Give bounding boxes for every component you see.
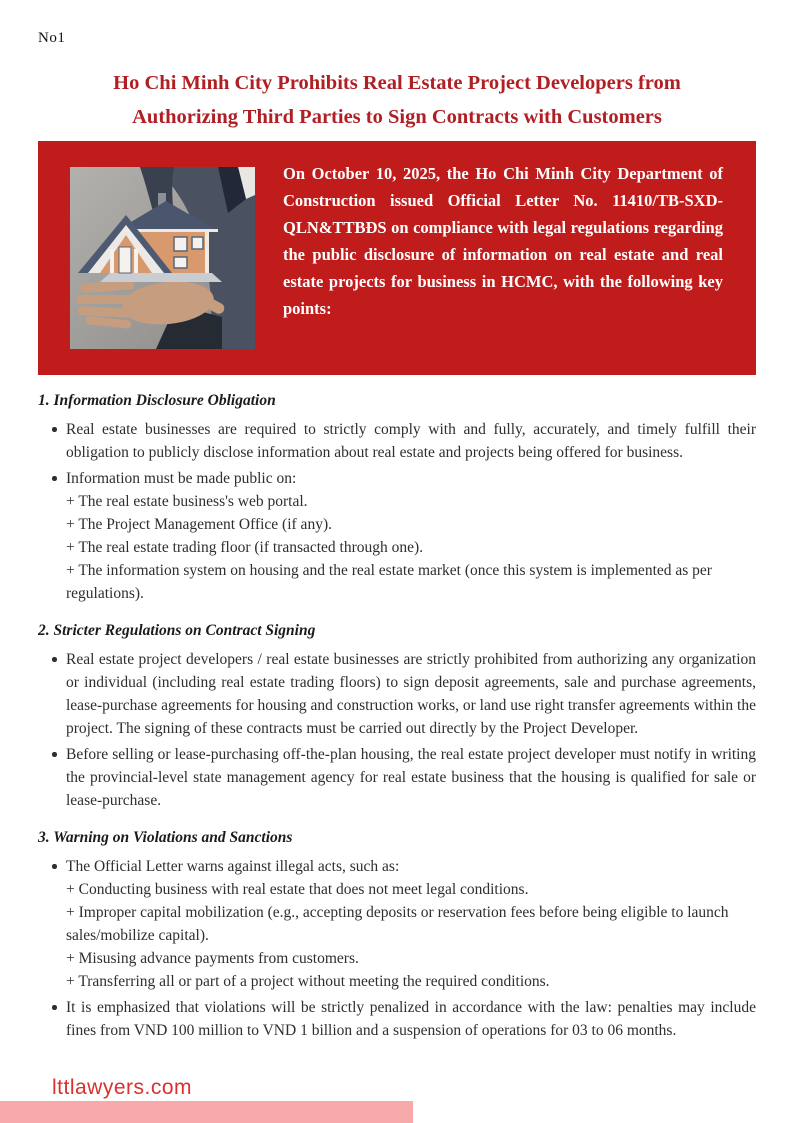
list-item xyxy=(38,996,756,1042)
bullet-icon xyxy=(52,476,57,481)
page-title: Ho Chi Minh City Prohibits Real Estate Project Developers from Authorizing Third Parties to Sign Contracts with Customers xyxy=(113,72,681,128)
bullet-icon xyxy=(52,752,57,757)
house-in-hand-illustration xyxy=(70,167,255,349)
house-in-hand-photo xyxy=(70,167,255,349)
sub-item: + Misusing advance payments from customers. xyxy=(66,950,359,967)
section-1-list xyxy=(38,418,756,605)
bullet-icon xyxy=(52,864,57,869)
article-body xyxy=(38,390,756,1042)
bullet-text: The Official Letter warns against illegal acts, such as: xyxy=(66,858,400,875)
bullet-text: It is emphasized that violations will be strictly penalized in accordance with the law: penalties may include fines from VND 100 million to VND 1 billion and a suspension of operations for 03 to 06 months. xyxy=(66,999,756,1039)
bullet-text: Real estate businesses are required to strictly comply with and fully, accurately, and timely fulfill their obligation to publicly disclose information about real estate and projects being offered for business. xyxy=(66,421,756,461)
section-2-heading: 2. Stricter Regulations on Contract Signing xyxy=(38,622,316,639)
list-item xyxy=(38,743,756,812)
section-2-list xyxy=(38,648,756,812)
page-number: No1 xyxy=(38,30,66,46)
section-3-list xyxy=(38,855,756,1042)
section-violations-sanctions xyxy=(38,827,756,1042)
list-item xyxy=(38,418,756,464)
section-information-disclosure xyxy=(38,390,756,605)
list-item xyxy=(38,855,756,993)
sub-item: + The real estate business's web portal. xyxy=(66,493,308,510)
sub-item: + Conducting business with real estate that does not meet legal conditions. xyxy=(66,881,529,898)
section-contract-signing xyxy=(38,620,756,812)
bullet-text: Before selling or lease-purchasing off-the-plan housing, the real estate project developer must notify in writing the provincial-level state management agency for real estate business that the housing is qualified for sale or lease-purchase. xyxy=(66,746,756,809)
sub-item: + The real estate trading floor (if transacted through one). xyxy=(66,539,424,556)
list-item xyxy=(38,648,756,740)
intro-paragraph: On October 10, 2025, the Ho Chi Minh City Department of Construction issued Official Letter No. 11410/TB-SXD-QLN&TTBĐS on compliance with legal regulations regarding the public disclosure of information on real estate and real estate projects for business in HCMC, with the following key points: xyxy=(283,164,723,318)
website-link[interactable]: lttlawyers.com xyxy=(52,1076,193,1099)
section-1-heading: 1. Information Disclosure Obligation xyxy=(38,392,276,409)
sub-item: + Improper capital mobilization (e.g., accepting deposits or reservation fees before being eligible to launch sales/mobilize capital). xyxy=(66,904,729,944)
sub-item: + The Project Management Office (if any). xyxy=(66,516,332,533)
sub-item: + Transferring all or part of a project without meeting the required conditions. xyxy=(66,973,550,990)
intro-banner xyxy=(38,141,756,375)
bullet-icon xyxy=(52,427,57,432)
bullet-text: Information must be made public on: xyxy=(66,470,297,487)
bullet-icon xyxy=(52,1005,57,1010)
footer-accent-bar xyxy=(0,1101,413,1123)
bullet-text: Real estate project developers / real estate businesses are strictly prohibited from authorizing any organization or individual (including real estate trading floors) to sign deposit agreements, sale and purchase agreements, lease-purchase agreements for housing and construction works, or land use right transfer agreements within the project. The signing of these contracts must be carried out directly by the Project Developer. xyxy=(66,651,756,737)
section-3-heading: 3. Warning on Violations and Sanctions xyxy=(38,829,293,846)
bullet-icon xyxy=(52,657,57,662)
sub-item: + The information system on housing and the real estate market (once this system is implemented as per regulations). xyxy=(66,562,712,602)
list-item xyxy=(38,467,756,605)
